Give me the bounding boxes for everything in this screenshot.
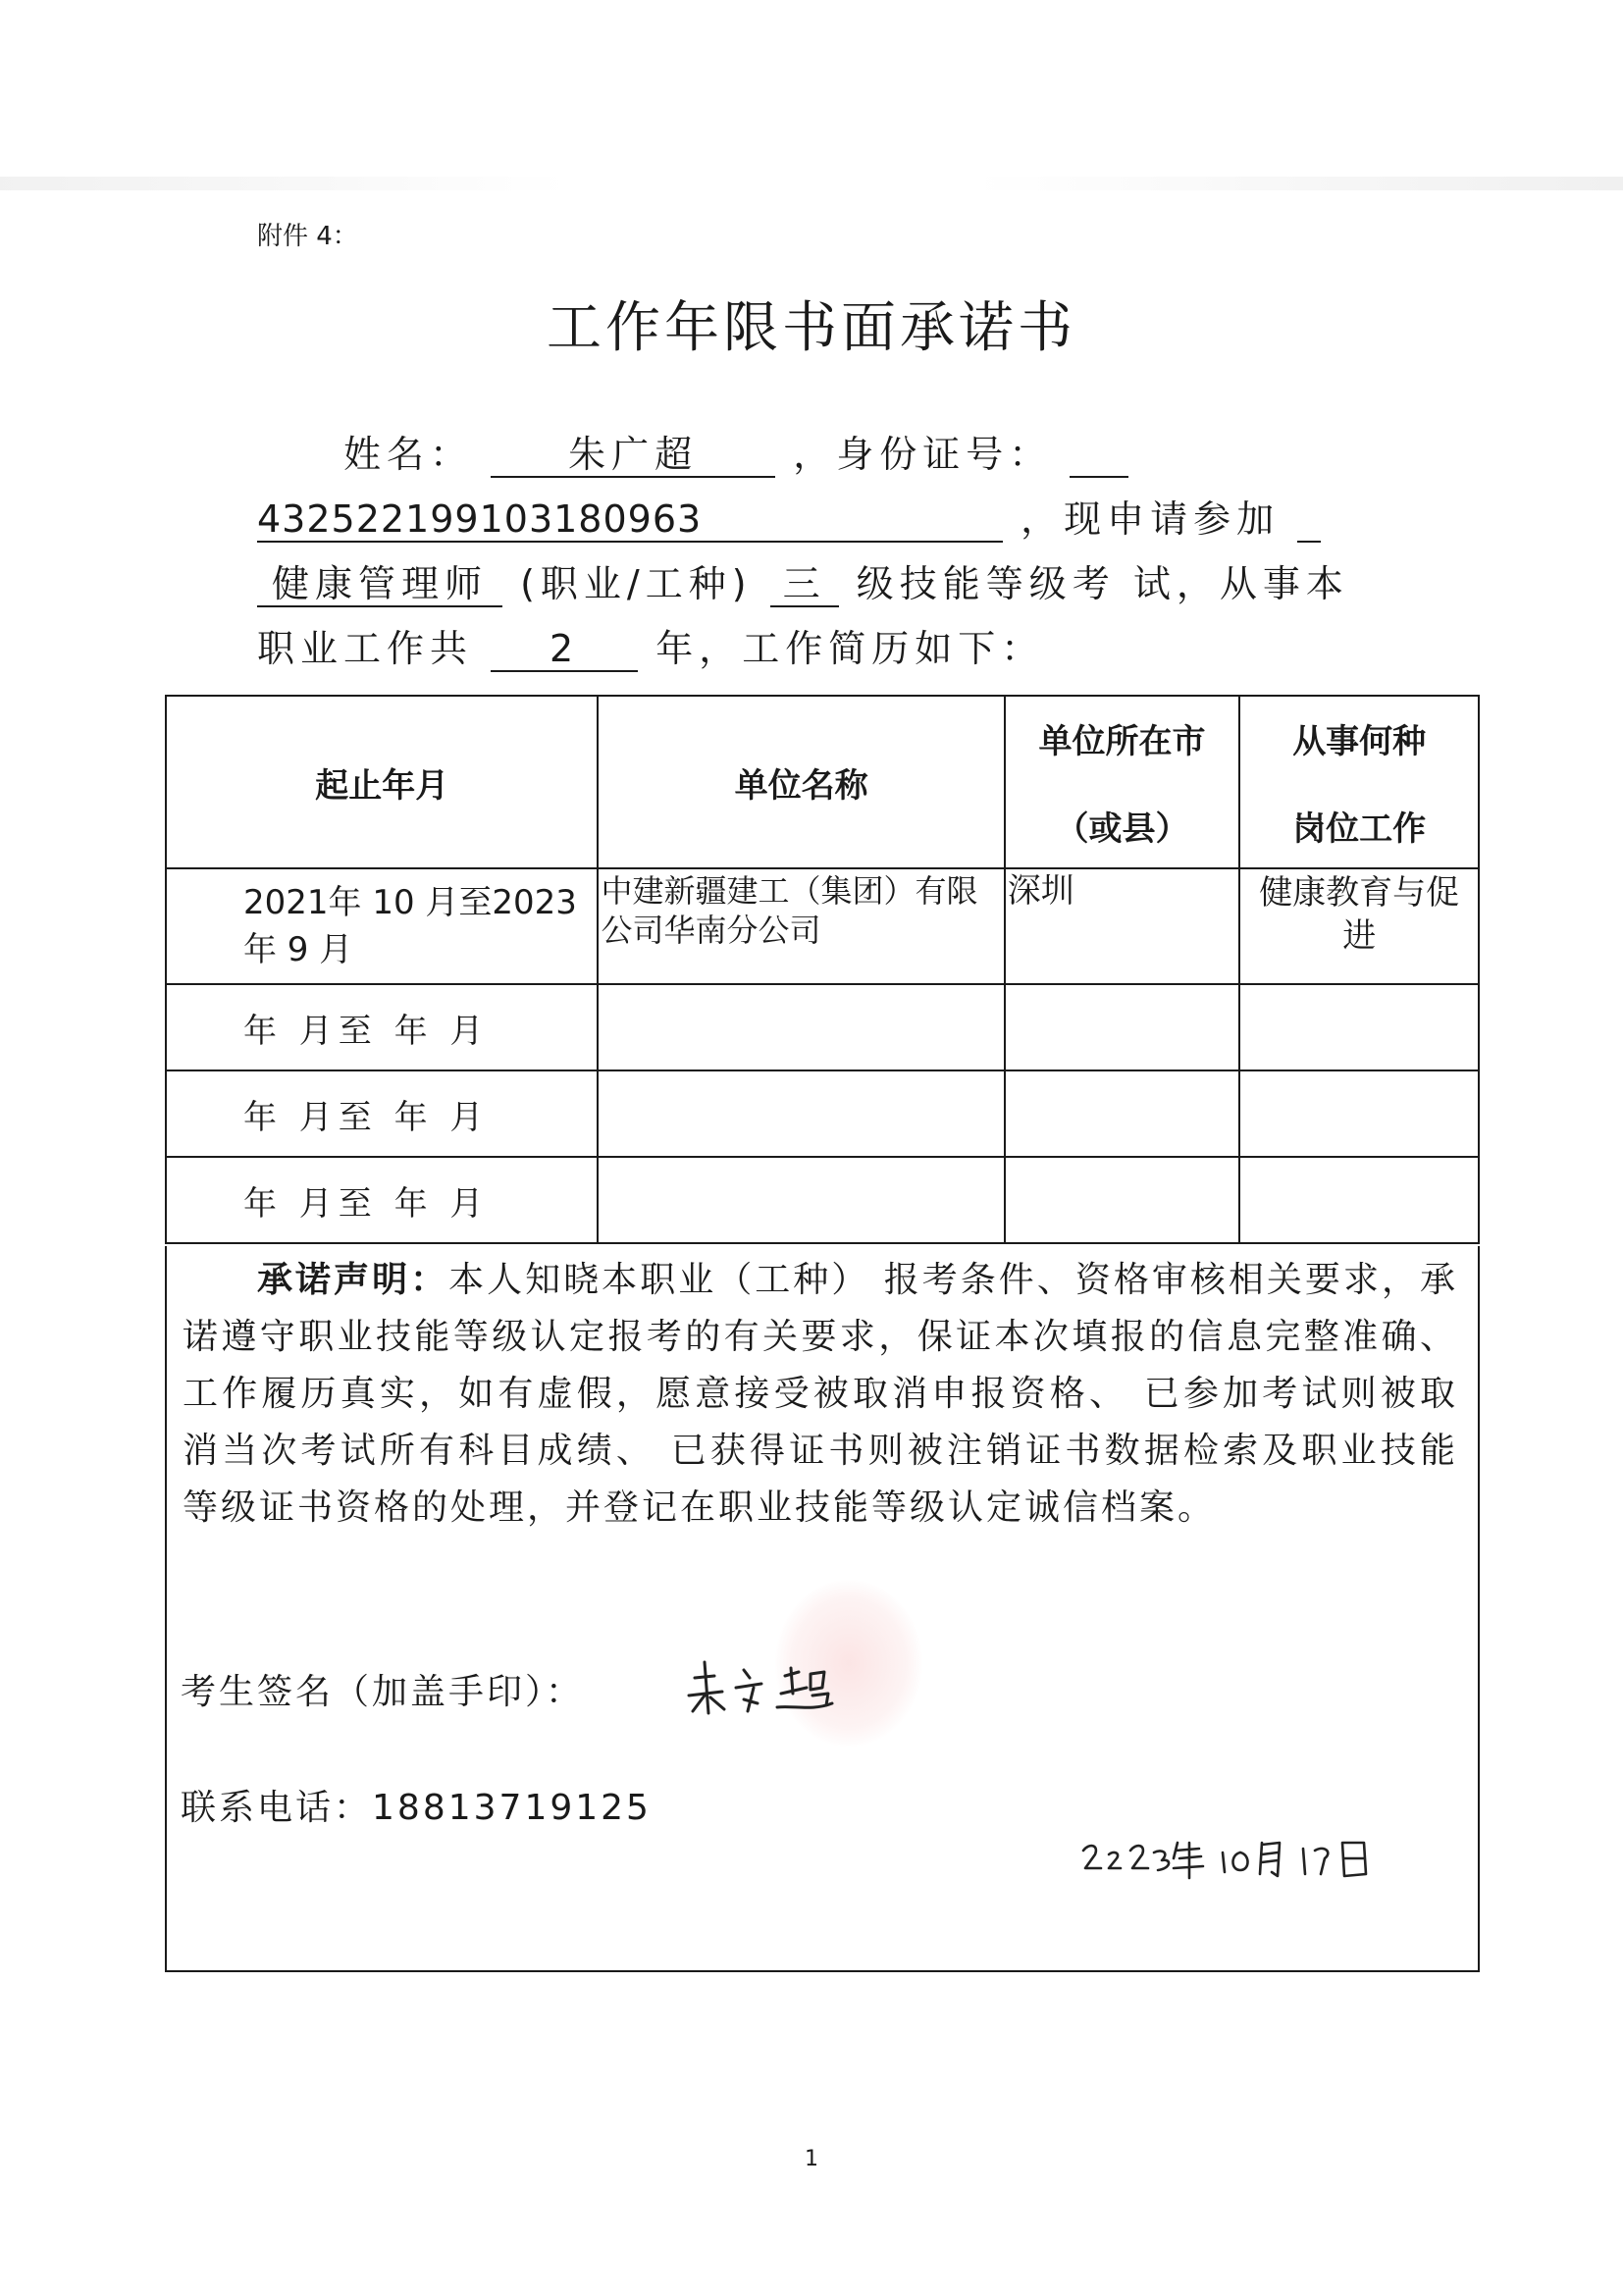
work-prefix: 职业工作共 bbox=[257, 627, 474, 670]
occupation-suffix: (职业/工种) bbox=[520, 562, 753, 605]
header-date: 起止年月 bbox=[166, 696, 598, 868]
row2-company bbox=[598, 984, 1004, 1070]
table-row bbox=[166, 1157, 1479, 1243]
header-post bbox=[1239, 696, 1479, 868]
row3-city bbox=[1005, 1070, 1240, 1157]
name-value: 朱广超 bbox=[491, 435, 775, 478]
header-post-line1: 从事何种 bbox=[1292, 722, 1427, 761]
header-post-line2: 岗位工作 bbox=[1292, 809, 1427, 849]
header-city-line2: （或县） bbox=[1055, 809, 1189, 849]
phone-line bbox=[181, 1780, 652, 1830]
table-row bbox=[166, 984, 1479, 1070]
row2-city bbox=[1005, 984, 1240, 1070]
row1-city: 深圳 bbox=[1005, 868, 1240, 984]
attachment-label: 附件 4： bbox=[257, 222, 358, 251]
years-value: 2 bbox=[491, 629, 638, 672]
row3-date: 年 月至 年 月 bbox=[166, 1070, 598, 1157]
intro-line-1 bbox=[343, 424, 1128, 478]
promise-heading: 承诺声明： bbox=[257, 1260, 449, 1300]
header-company: 单位名称 bbox=[598, 696, 1004, 868]
row4-city bbox=[1005, 1157, 1240, 1243]
table-header-row bbox=[166, 696, 1479, 868]
promise-body: 本人知晓本职业（工种） 报考条件、资格审核相关要求，承诺遵守职业技能等级认定报考的有关要求，保证本次填报的信息完整准确、工作履历真实，如有虚假，愿意接受被取消申报资格、 已参加考试则被取消当次考试所有科目成绩、 已获得证书则被注销证书数据检索及职业技能等级证书资格的处理，并登记在职业技能等级认定诚信档案。 bbox=[183, 1260, 1458, 1528]
phone-value: 18813719125 bbox=[372, 1788, 652, 1828]
scan-artifact bbox=[0, 177, 1623, 190]
phone-label: 联系电话： bbox=[181, 1788, 373, 1828]
row4-post bbox=[1239, 1157, 1479, 1243]
row3-company bbox=[598, 1070, 1004, 1157]
table-row bbox=[166, 1070, 1479, 1157]
header-city bbox=[1005, 696, 1240, 868]
handwritten-date bbox=[1075, 1829, 1409, 1888]
promise-text bbox=[183, 1252, 1458, 1537]
level-value: 三 bbox=[770, 564, 839, 607]
row4-company bbox=[598, 1157, 1004, 1243]
intro-line-4 bbox=[257, 618, 1044, 672]
id-number: 432522199103180963 bbox=[257, 499, 1003, 543]
intro-line-2 bbox=[257, 489, 1321, 543]
row1-date: 2021年 10 月至2023年 9 月 bbox=[166, 868, 598, 984]
work-suffix: 年，工作简历如下： bbox=[655, 627, 1045, 670]
level-suffix: 级技能等级考 试，从事本 bbox=[856, 562, 1349, 605]
id-label: ，身份证号： bbox=[793, 433, 1053, 476]
row1-company: 中建新疆建工（集团）有限公司华南分公司 bbox=[598, 868, 1004, 984]
table-row bbox=[166, 868, 1479, 984]
row4-date: 年 月至 年 月 bbox=[166, 1157, 598, 1243]
occupation-value: 健康管理师 bbox=[257, 564, 502, 607]
row3-post bbox=[1239, 1070, 1479, 1157]
id-blank bbox=[1070, 435, 1128, 478]
handwritten-signature bbox=[675, 1648, 871, 1727]
intro-line-3 bbox=[257, 553, 1349, 607]
work-history-table bbox=[165, 695, 1480, 1244]
row1-post: 健康教育与促进 bbox=[1239, 868, 1479, 984]
row2-date: 年 月至 年 月 bbox=[166, 984, 598, 1070]
apply-label: ，现申请参加 bbox=[1021, 497, 1281, 541]
name-label: 姓名： bbox=[343, 433, 474, 476]
document-title: 工作年限书面承诺书 bbox=[547, 296, 1076, 360]
sign-label: 考生签名（加盖手印）： bbox=[181, 1672, 585, 1712]
apply-blank bbox=[1297, 499, 1321, 543]
row2-post bbox=[1239, 984, 1479, 1070]
page-number: 1 bbox=[805, 2147, 818, 2171]
header-city-line1: 单位所在市 bbox=[1038, 722, 1206, 761]
